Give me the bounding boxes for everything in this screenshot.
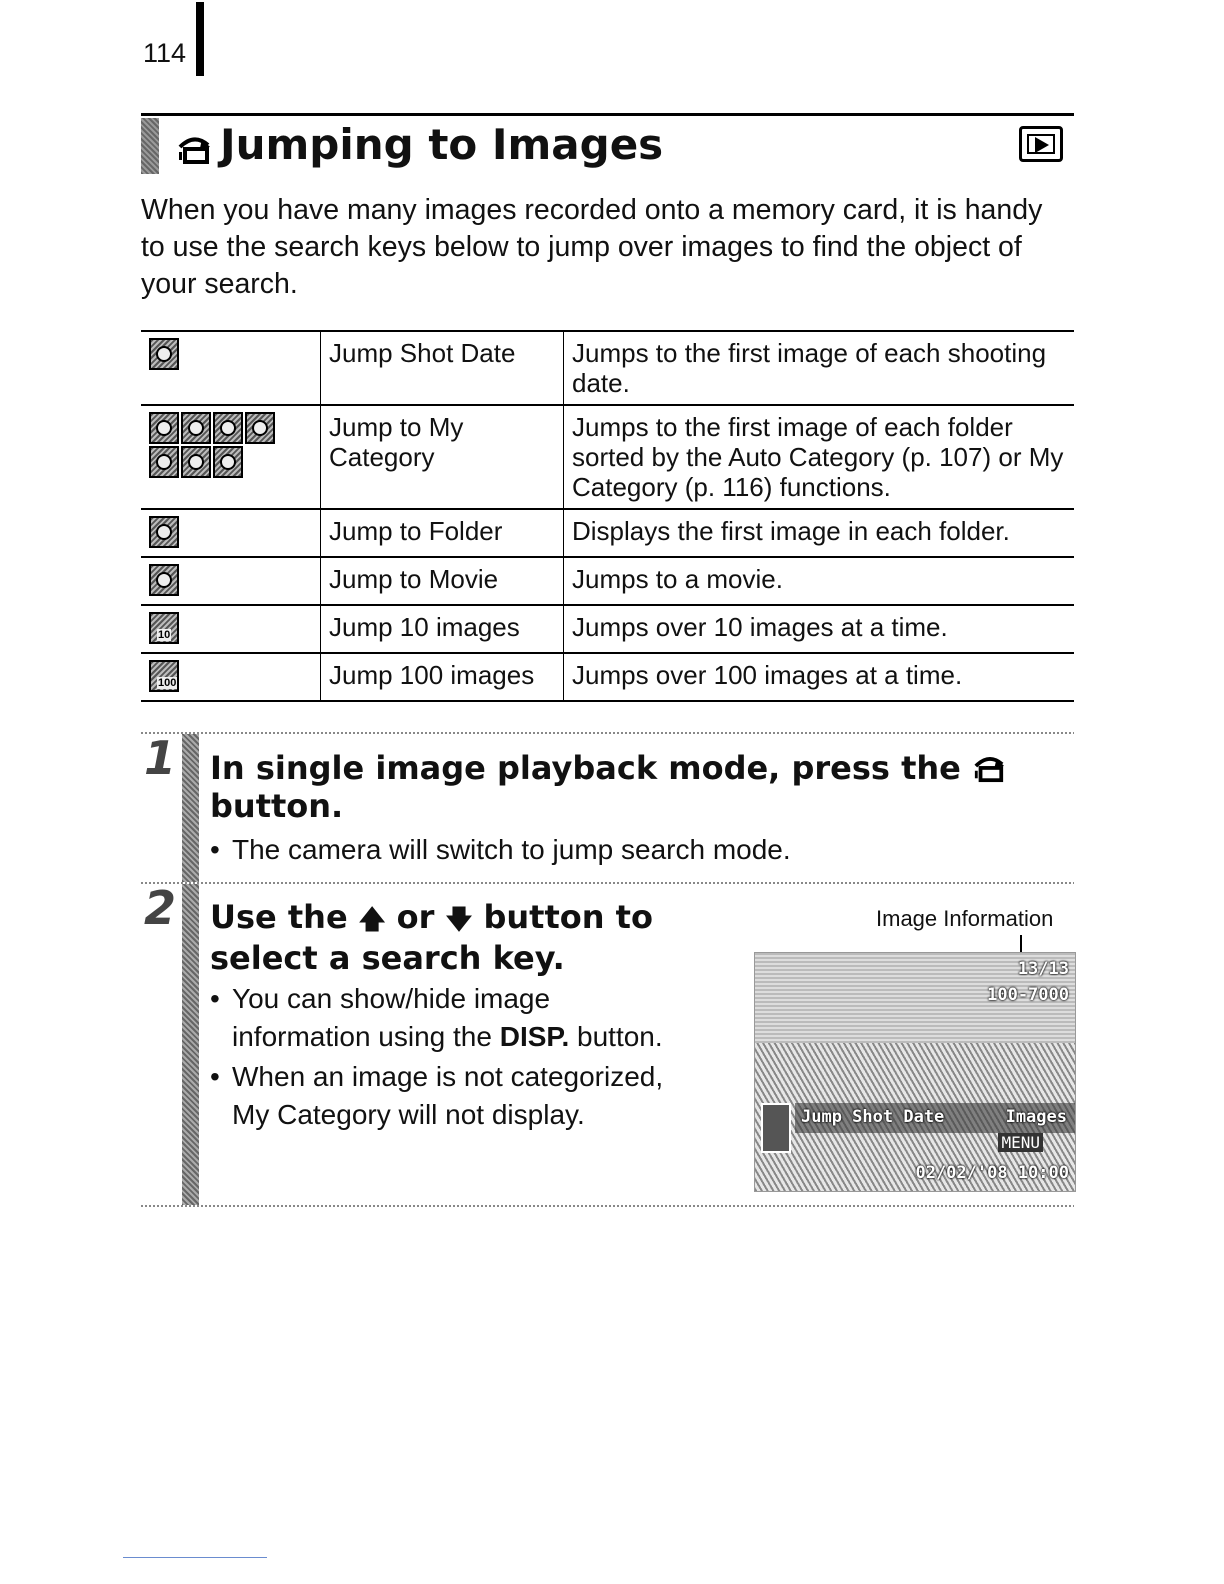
step2-number: 2 <box>144 881 177 935</box>
jump-shot-date-icon <box>149 338 179 370</box>
search-key-name: Jump to My Category <box>321 405 564 509</box>
jump-movie-icon <box>149 564 179 596</box>
search-key-description: Jumps to a movie. <box>564 557 1075 605</box>
search-key-description: Jumps to the first image of each folder sorted by the Auto Category (p. 107) or My Category (p. 116) functions. <box>564 405 1075 509</box>
icon-cell <box>141 605 321 653</box>
step2-bullet-2: • When an image is not categorized, My Category will not display. <box>210 1061 664 1130</box>
footer-rule <box>123 1557 267 1558</box>
icon-cell <box>141 405 321 509</box>
step2-heading-text-a: Use the <box>210 898 348 936</box>
lcd-menu-label: MENU <box>998 1133 1043 1152</box>
icon-cell <box>141 653 321 701</box>
search-key-description: Jumps over 10 images at a time. <box>564 605 1075 653</box>
search-key-name: Jump 100 images <box>321 653 564 701</box>
my-category-icon <box>181 446 211 478</box>
my-category-icon <box>213 412 243 444</box>
step1-heading <box>210 749 1006 825</box>
step2-bullet-1-text-a: You can show/hide image <box>232 983 551 1014</box>
page-number: 114 <box>143 38 187 68</box>
jump-10-icon <box>149 612 179 644</box>
my-category-icon <box>213 446 243 478</box>
page-title-text: Jumping to Images <box>220 120 664 169</box>
my-category-icon <box>245 412 275 444</box>
lcd-datetime: 02/02/'08 10:00 <box>915 1163 1069 1183</box>
step2-heading-text-c: select a search key. <box>210 939 565 977</box>
step2-heading <box>210 898 653 977</box>
search-key-description: Displays the first image in each folder. <box>564 509 1075 557</box>
step1-heading-text-2: button. <box>210 787 344 825</box>
step1-bar <box>182 734 199 882</box>
step2-heading-or: or <box>396 898 435 936</box>
lcd-mode: Jump Shot Date <box>801 1107 945 1127</box>
table-row <box>141 509 1074 557</box>
table-row <box>141 405 1074 509</box>
search-key-name: Jump Shot Date <box>321 331 564 405</box>
step1-number: 1 <box>144 731 177 785</box>
page-title <box>176 120 663 169</box>
lcd-images: Images <box>1005 1107 1067 1127</box>
jump-button-icon <box>176 131 212 165</box>
lcd-counter: 13/13 <box>1017 959 1069 979</box>
step2-bullet-2-text-b: My Category will not display. <box>232 1099 585 1130</box>
step2-bullet-1-text-c: button. <box>577 1021 663 1052</box>
camera-screen-illustration <box>754 952 1076 1192</box>
step1-bullet-text: The camera will switch to jump search mode. <box>232 834 791 865</box>
title-marker <box>141 118 159 174</box>
my-category-icon <box>149 446 179 478</box>
my-category-icon <box>181 412 211 444</box>
step2-bar <box>182 884 199 1206</box>
page-number-bar <box>196 2 204 76</box>
jump-folder-icon <box>149 516 179 548</box>
step1-bullet: • The camera will switch to jump search mode. <box>210 834 791 865</box>
search-key-name: Jump to Folder <box>321 509 564 557</box>
table-row <box>141 331 1074 405</box>
lcd-folder: 100-7000 <box>987 985 1069 1005</box>
step1-heading-text: In single image playback mode, press the <box>210 749 961 787</box>
search-key-description: Jumps over 100 images at a time. <box>564 653 1075 701</box>
section-bottom-rule <box>141 1205 1074 1207</box>
step2-bullet-1-text-b: information using the <box>232 1021 492 1052</box>
disp-button-label: DISP. <box>499 1021 570 1052</box>
table-row <box>141 605 1074 653</box>
search-key-name: Jump 10 images <box>321 605 564 653</box>
my-category-icon <box>149 412 179 444</box>
table-row <box>141 557 1074 605</box>
jump-button-icon <box>972 751 1006 783</box>
step2-heading-text-b: button to <box>483 898 653 936</box>
playback-mode-icon <box>1019 126 1063 162</box>
intro-paragraph: When you have many images recorded onto a memory card, it is handy to use the search keys below to jump over images to find the object of your search. <box>141 194 1043 300</box>
lcd-jump-icon <box>761 1103 791 1153</box>
table-row <box>141 653 1074 701</box>
search-key-description: Jumps to the first image of each shooting date. <box>564 331 1075 405</box>
icon-cell <box>141 509 321 557</box>
icon-text: 10 <box>158 629 171 641</box>
search-keys-table <box>141 330 1074 702</box>
icon-cell <box>141 331 321 405</box>
search-key-name: Jump to Movie <box>321 557 564 605</box>
step2-bullet-1: • You can show/hide image information using the DISP. button. <box>210 983 663 1052</box>
section-top-rule <box>141 113 1074 116</box>
icon-cell <box>141 557 321 605</box>
image-information-label: Image Information <box>876 906 1054 931</box>
down-arrow-icon: 🡇 <box>445 905 473 935</box>
up-arrow-icon: 🡅 <box>358 905 386 935</box>
step2-top-rule <box>141 882 1074 884</box>
icon-text: 100 <box>158 677 177 689</box>
jump-100-icon <box>149 660 179 692</box>
step2-bullet-2-text-a: When an image is not categorized, <box>232 1061 664 1092</box>
step1-top-rule <box>141 732 1074 734</box>
